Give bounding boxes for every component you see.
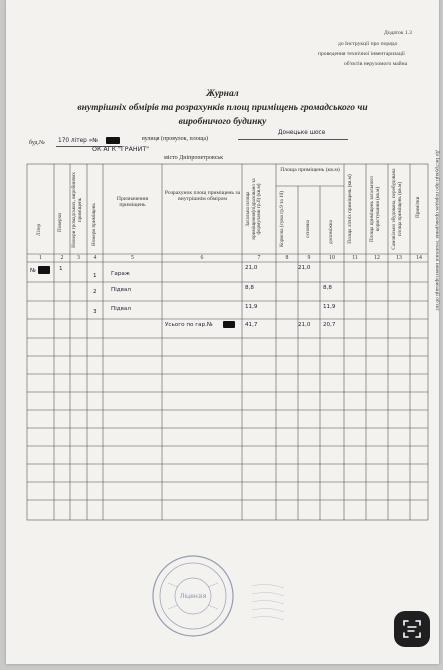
stamp-seal-icon — [248, 580, 288, 626]
city-label: місто Дніпропетровськ — [164, 155, 224, 161]
col-number: 8 — [285, 255, 289, 261]
table-row-total: 8,8 — [245, 285, 254, 291]
table-row-room: 3 — [93, 309, 97, 315]
col-number: 6 — [200, 255, 204, 261]
col-number: 10 — [329, 255, 335, 261]
col-number: 7 — [257, 255, 261, 261]
organization-name: ОК АГК "ГРАНИТ" — [92, 146, 150, 153]
summary-aux: 20,7 — [323, 322, 336, 328]
table-row-purpose: Підвал — [111, 287, 131, 293]
col-number: 11 — [352, 255, 358, 261]
stamp-seal-icon — [150, 553, 236, 639]
col-number: 13 — [396, 255, 402, 261]
col-number: 5 — [131, 255, 134, 261]
appendix-instruction: до Інструкції про порядо — [338, 41, 398, 47]
redaction-block — [223, 321, 235, 328]
col-number: 3 — [77, 255, 80, 261]
summary-total: 41,7 — [245, 322, 258, 328]
lens-icon — [394, 611, 430, 647]
table-row-liter: № — [30, 268, 36, 274]
table-row-floor: 1 — [59, 266, 63, 272]
journal-subtitle: внутрішніх обмірів та розрахунків площ приміщень громадського чи — [77, 103, 368, 113]
col-number: 4 — [93, 255, 97, 261]
table-row-aux: 8,8 — [323, 285, 332, 291]
summary-label: Усього по гар.№ — [165, 322, 213, 328]
redaction-block — [38, 266, 50, 274]
side-note: До Інструкції про порядок проведення технічної інвентаризації об'єкт — [434, 150, 440, 311]
street-label: вулиця (провулок, площа) — [142, 136, 209, 142]
table-row-total: 11,9 — [245, 304, 258, 310]
appendix-number: Додаток 1.3 — [384, 30, 412, 36]
table-row-purpose: Гараж — [111, 271, 130, 277]
redaction-block — [106, 137, 120, 144]
journal-title: Журнал — [206, 89, 239, 99]
table-row-aux: 11,9 — [323, 304, 336, 310]
building-value: 170 літер »№ — [58, 138, 99, 144]
summary-main: 21,0 — [298, 322, 311, 328]
col-number: 9 — [307, 255, 311, 261]
journal-subtitle-2: виробничого будинку — [178, 117, 267, 127]
lens-button[interactable] — [394, 611, 430, 647]
header-area-group: Площа приміщень (кв.м) — [280, 167, 340, 173]
table-row-purpose: Підвал — [111, 306, 131, 312]
table-row-total: 21,0 — [245, 265, 258, 271]
building-label: буд.№ — [29, 140, 45, 146]
appendix-object: об'єктів нерухомого майна — [344, 61, 408, 67]
col-number: 2 — [60, 255, 64, 261]
header-purpose: Призначення приміщень — [116, 196, 149, 209]
col-number: 14 — [416, 255, 422, 261]
table-row-room: 1 — [93, 273, 97, 279]
appendix-procedure: проведення технічної інвентаризації — [318, 51, 405, 57]
table-row-main: 21,0 — [298, 265, 311, 271]
col-number: 12 — [374, 255, 380, 261]
table-row-room: 2 — [93, 289, 97, 295]
col-number: 1 — [39, 255, 42, 261]
header-calc: Розрахунок площ приміщень за внутрішнім обміром — [164, 190, 241, 203]
svg-text:Ліцензія: Ліцензія — [179, 593, 207, 600]
street-value: Донецьке шосе — [278, 130, 326, 136]
